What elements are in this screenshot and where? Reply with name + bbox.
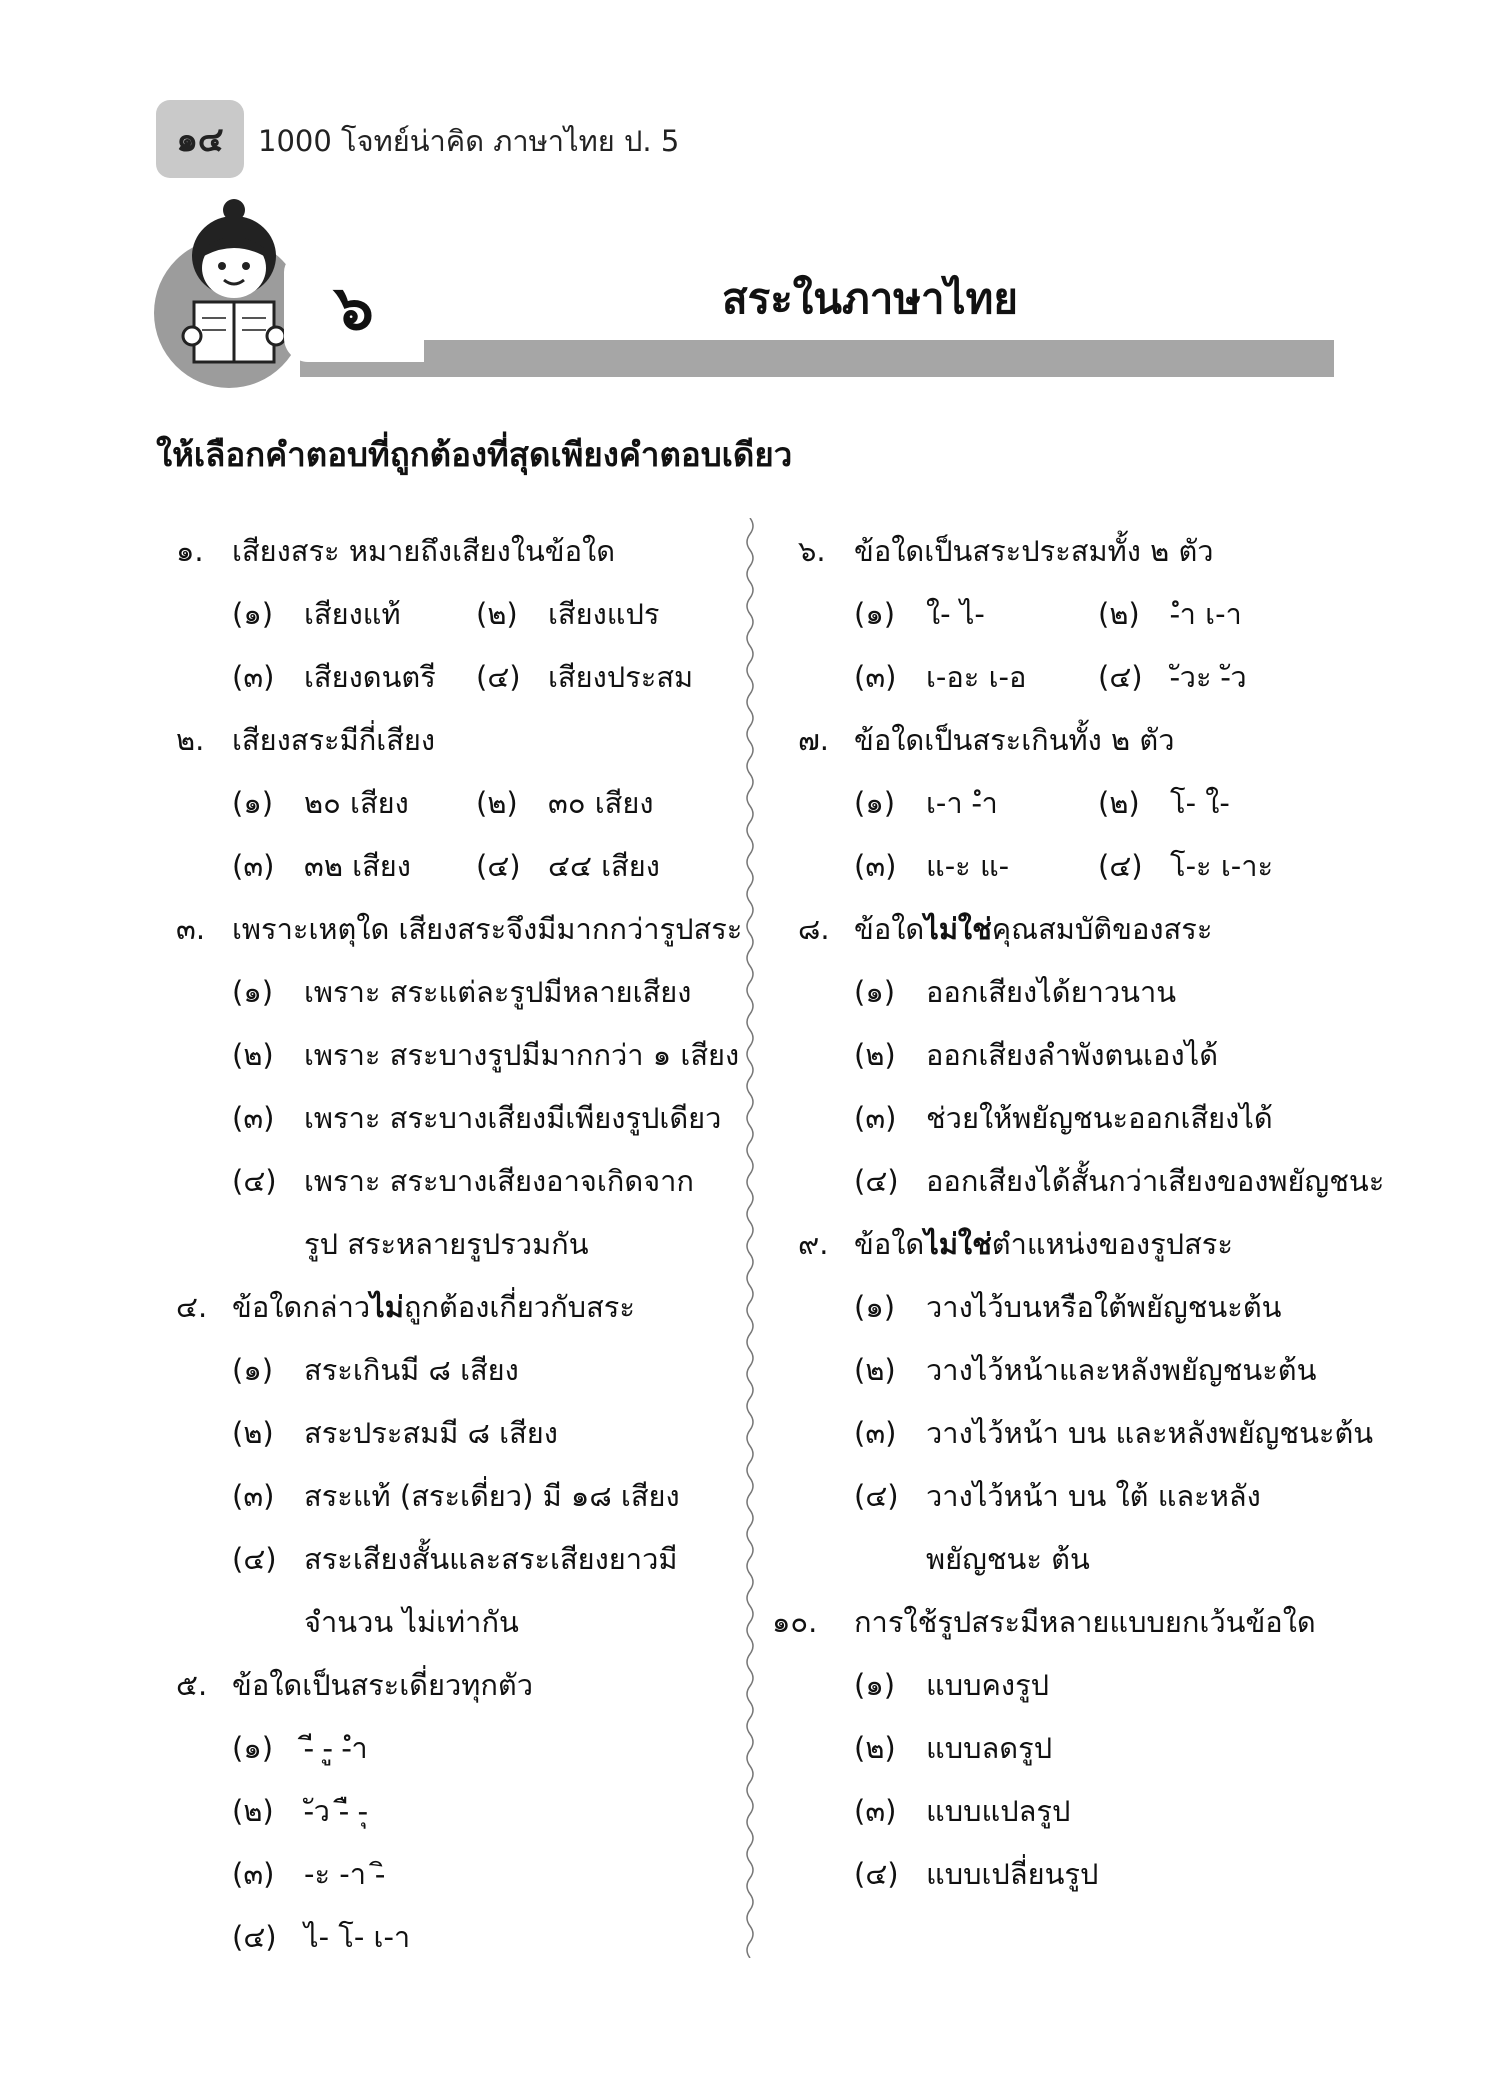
- option-text: ช่วยให้พยัญชนะออกเสียงได้: [926, 1101, 1273, 1135]
- option-text: ๔๔ เสียง: [548, 849, 660, 883]
- option-text: เพราะ สระบางเสียงมีเพียงรูปเดียว: [304, 1101, 722, 1135]
- option-number: (๓): [232, 660, 275, 694]
- option-number: (๔): [854, 1479, 899, 1513]
- option-number: (๓): [232, 1857, 275, 1891]
- option-text: -ะ -า -ิ: [304, 1857, 385, 1891]
- option: [232, 1717, 736, 1780]
- question-text: ข้อใดเป็นสระเดี่ยวทุกตัว: [232, 1668, 534, 1702]
- option-text: -ัว -ื -ุ: [304, 1794, 368, 1828]
- option: [232, 1528, 736, 1654]
- option-number: (๔): [232, 1164, 277, 1198]
- option: [232, 1024, 740, 1087]
- option: [854, 1339, 1358, 1402]
- option-text: ออกเสียงได้ยาวนาน: [926, 975, 1177, 1009]
- option: [1098, 835, 1348, 898]
- option: [232, 1150, 736, 1276]
- question-6: [798, 520, 1358, 709]
- option-text: ไ- โ- เ-า: [304, 1920, 411, 1954]
- option: [232, 1087, 736, 1150]
- option-text: ๒๐ เสียง: [304, 786, 409, 820]
- option: [232, 646, 476, 709]
- option-number: (๒): [854, 1353, 896, 1387]
- option-text: -ำ เ-า: [1170, 597, 1242, 631]
- option-number: (๓): [854, 660, 897, 694]
- question-number: ๒.: [176, 723, 205, 757]
- question-number: ๖.: [798, 534, 826, 568]
- option-text: แ-ะ แ-: [926, 849, 1010, 883]
- option-text: วางไว้หน้า บน และหลังพยัญชนะต้น: [926, 1416, 1374, 1450]
- question-3: [176, 898, 743, 1276]
- question-number: ๑๐.: [772, 1605, 818, 1639]
- option-number: (๔): [854, 1857, 899, 1891]
- option-number: (๔): [1098, 849, 1143, 883]
- question-number: ๕.: [176, 1668, 208, 1702]
- option: [854, 1024, 1358, 1087]
- question-text-part: ถูกต้องเกี่ยวกับสระ: [403, 1290, 635, 1324]
- question-text: เสียงสระ หมายถึงเสียงในข้อใด: [232, 534, 616, 568]
- option-text: โ-ะ เ-าะ: [1170, 849, 1274, 883]
- question-9: [798, 1213, 1374, 1591]
- question-8: [798, 898, 1385, 1213]
- option-text: สระเกินมี ๘ เสียง: [304, 1353, 519, 1387]
- option-text: ออกเสียงได้สั้นกว่าเสียงของพยัญชนะ: [926, 1164, 1385, 1198]
- question-text-part: คุณสมบัติของสระ: [991, 912, 1213, 946]
- option-number: (๒): [232, 1794, 274, 1828]
- option: [476, 583, 726, 646]
- option: [232, 961, 736, 1024]
- reading-girl-illustration: [164, 196, 304, 378]
- option-text: เ-อะ เ-อ: [926, 660, 1027, 694]
- option-text: ใ- ไ-: [926, 597, 985, 631]
- chapter-title: สระในภาษาไทย: [722, 274, 1018, 323]
- page-number: ๑๔: [156, 100, 244, 178]
- option: [854, 1150, 1385, 1213]
- option: [854, 1276, 1358, 1339]
- option: [1098, 583, 1348, 646]
- option-number: (๑): [232, 786, 274, 820]
- option-text: เสียงดนตรี: [304, 660, 436, 694]
- option-text: โ- ใ-: [1170, 786, 1230, 820]
- question-number: ๗.: [798, 723, 830, 757]
- option-text: แบบเปลี่ยนรูป: [926, 1857, 1099, 1891]
- option-text: เ-า -ำ: [926, 786, 998, 820]
- option: [1098, 646, 1348, 709]
- option-number: (๒): [854, 1038, 896, 1072]
- option-text: -ี -ู -ำ: [304, 1731, 368, 1765]
- option-number: (๒): [1098, 597, 1140, 631]
- question-10: [772, 1591, 1358, 1906]
- column-divider: [742, 518, 758, 1958]
- question-5: [176, 1654, 736, 1969]
- option-number: (๑): [232, 1353, 274, 1387]
- option-number: (๑): [232, 597, 274, 631]
- option-text: เพราะ สระบางเสียงอาจเกิดจากรูป สระหลายรูปรวมกัน: [304, 1164, 694, 1261]
- question-number: ๘.: [798, 912, 830, 946]
- question-7: [798, 709, 1358, 898]
- question-1: [176, 520, 736, 709]
- option: [854, 1087, 1358, 1150]
- option-text: ๓๒ เสียง: [304, 849, 411, 883]
- option-number: (๓): [854, 1101, 897, 1135]
- option-number: (๑): [232, 975, 274, 1009]
- question-text: ข้อใดเป็นสระเกินทั้ง ๒ ตัว: [854, 723, 1175, 757]
- option-text: วางไว้หน้าและหลังพยัญชนะต้น: [926, 1353, 1317, 1387]
- question-text: [232, 1276, 635, 1339]
- option-number: (๑): [854, 597, 896, 631]
- question-text: เสียงสระมีกี่เสียง: [232, 723, 436, 757]
- option-number: (๔): [232, 1542, 277, 1576]
- option-number: (๒): [1098, 786, 1140, 820]
- option: [854, 583, 1098, 646]
- question-text: ข้อใดเป็นสระประสมทั้ง ๒ ตัว: [854, 534, 1214, 568]
- option-number: (๓): [232, 849, 275, 883]
- option-number: (๔): [476, 849, 521, 883]
- option: [854, 1654, 1358, 1717]
- option-number: (๒): [476, 597, 518, 631]
- option-number: (๓): [232, 1101, 275, 1135]
- question-number: ๔.: [176, 1290, 208, 1324]
- question-number: ๙.: [798, 1227, 829, 1261]
- question-text: การใช้รูปสระมีหลายแบบยกเว้นข้อใด: [854, 1605, 1316, 1639]
- option: [476, 646, 726, 709]
- option-text: สระเสียงสั้นและสระเสียงยาวมีจำนวน ไม่เท่ากัน: [304, 1542, 678, 1639]
- question-text-part: ข้อใดกล่าว: [232, 1290, 371, 1324]
- option: [854, 646, 1098, 709]
- option: [232, 1402, 736, 1465]
- question-text-emphasis: ไม่ใช่: [924, 1227, 992, 1261]
- option-text: วางไว้บนหรือใต้พยัญชนะต้น: [926, 1290, 1282, 1324]
- option: [1098, 772, 1348, 835]
- option: [232, 1906, 736, 1969]
- option-text: เสียงแปร: [548, 597, 660, 631]
- option-text: เพราะ สระบางรูปมีมากกว่า ๑ เสียง: [304, 1038, 740, 1072]
- option: [854, 1717, 1358, 1780]
- option-text: เพราะ สระแต่ละรูปมีหลายเสียง: [304, 975, 692, 1009]
- option-number: (๑): [854, 1668, 896, 1702]
- question-text-part: ข้อใด: [854, 912, 925, 946]
- question-number: ๓.: [176, 912, 206, 946]
- question-text: [854, 898, 1212, 961]
- question-text: [854, 1213, 1233, 1276]
- question-text-emphasis: ไม่: [370, 1290, 404, 1324]
- option: [232, 772, 476, 835]
- option-number: (๓): [232, 1479, 275, 1513]
- option-number: (๓): [854, 1794, 897, 1828]
- option: [854, 835, 1098, 898]
- option: [232, 1780, 736, 1843]
- option: [854, 961, 1358, 1024]
- option-number: (๑): [854, 786, 896, 820]
- option-number: (๓): [854, 1416, 897, 1450]
- question-text-emphasis: ไม่ใช่: [924, 912, 992, 946]
- option-text: เสียงประสม: [548, 660, 694, 694]
- question-number: ๑.: [176, 534, 204, 568]
- option-number: (๒): [476, 786, 518, 820]
- option-text: ๓๐ เสียง: [548, 786, 654, 820]
- question-4: [176, 1276, 736, 1654]
- option: [854, 772, 1098, 835]
- option-text: วางไว้หน้า บน ใต้ และหลังพยัญชนะ ต้น: [926, 1479, 1261, 1576]
- option-number: (๔): [854, 1164, 899, 1198]
- option: [854, 1780, 1358, 1843]
- option-text: สระแท้ (สระเดี่ยว) มี ๑๘ เสียง: [304, 1479, 680, 1513]
- option-number: (๒): [232, 1038, 274, 1072]
- option-text: แบบลดรูป: [926, 1731, 1053, 1765]
- question-text: เพราะเหตุใด เสียงสระจึงมีมากกว่ารูปสระ: [232, 912, 743, 946]
- option: [476, 772, 726, 835]
- option-number: (๒): [854, 1731, 896, 1765]
- option-text: ออกเสียงลำพังตนเองได้: [926, 1038, 1219, 1072]
- option-number: (๔): [1098, 660, 1143, 694]
- option: [232, 1843, 736, 1906]
- option: [232, 835, 476, 898]
- chapter-number: ๖: [284, 254, 424, 362]
- option-text: สระประสมมี ๘ เสียง: [304, 1416, 558, 1450]
- option: [232, 583, 476, 646]
- option: [232, 1339, 736, 1402]
- column-left: [176, 520, 743, 1969]
- option: [476, 835, 726, 898]
- option-text: เสียงแท้: [304, 597, 401, 631]
- book-title: 1000 โจทย์น่าคิด ภาษาไทย ป. 5: [258, 124, 680, 158]
- option-text: แบบคงรูป: [926, 1668, 1050, 1702]
- option-number: (๑): [232, 1731, 274, 1765]
- option-number: (๔): [476, 660, 521, 694]
- question-text-part: ข้อใด: [854, 1227, 925, 1261]
- option-number: (๑): [854, 975, 896, 1009]
- option: [232, 1465, 736, 1528]
- column-right: [772, 520, 1385, 1906]
- option: [854, 1465, 1358, 1591]
- option-number: (๓): [854, 849, 897, 883]
- option-text: -ัวะ -ัว: [1170, 660, 1247, 694]
- chapter-header-bar: [300, 340, 1334, 377]
- option-number: (๔): [232, 1920, 277, 1954]
- instruction: ให้เลือกคำตอบที่ถูกต้องที่สุดเพียงคำตอบเดียว: [156, 435, 793, 474]
- option: [854, 1843, 1358, 1906]
- option-text: แบบแปลรูป: [926, 1794, 1071, 1828]
- question-2: [176, 709, 736, 898]
- question-text-part: ตำแหน่งของรูปสระ: [991, 1227, 1233, 1261]
- option-number: (๒): [232, 1416, 274, 1450]
- option-number: (๑): [854, 1290, 896, 1324]
- option: [854, 1402, 1374, 1465]
